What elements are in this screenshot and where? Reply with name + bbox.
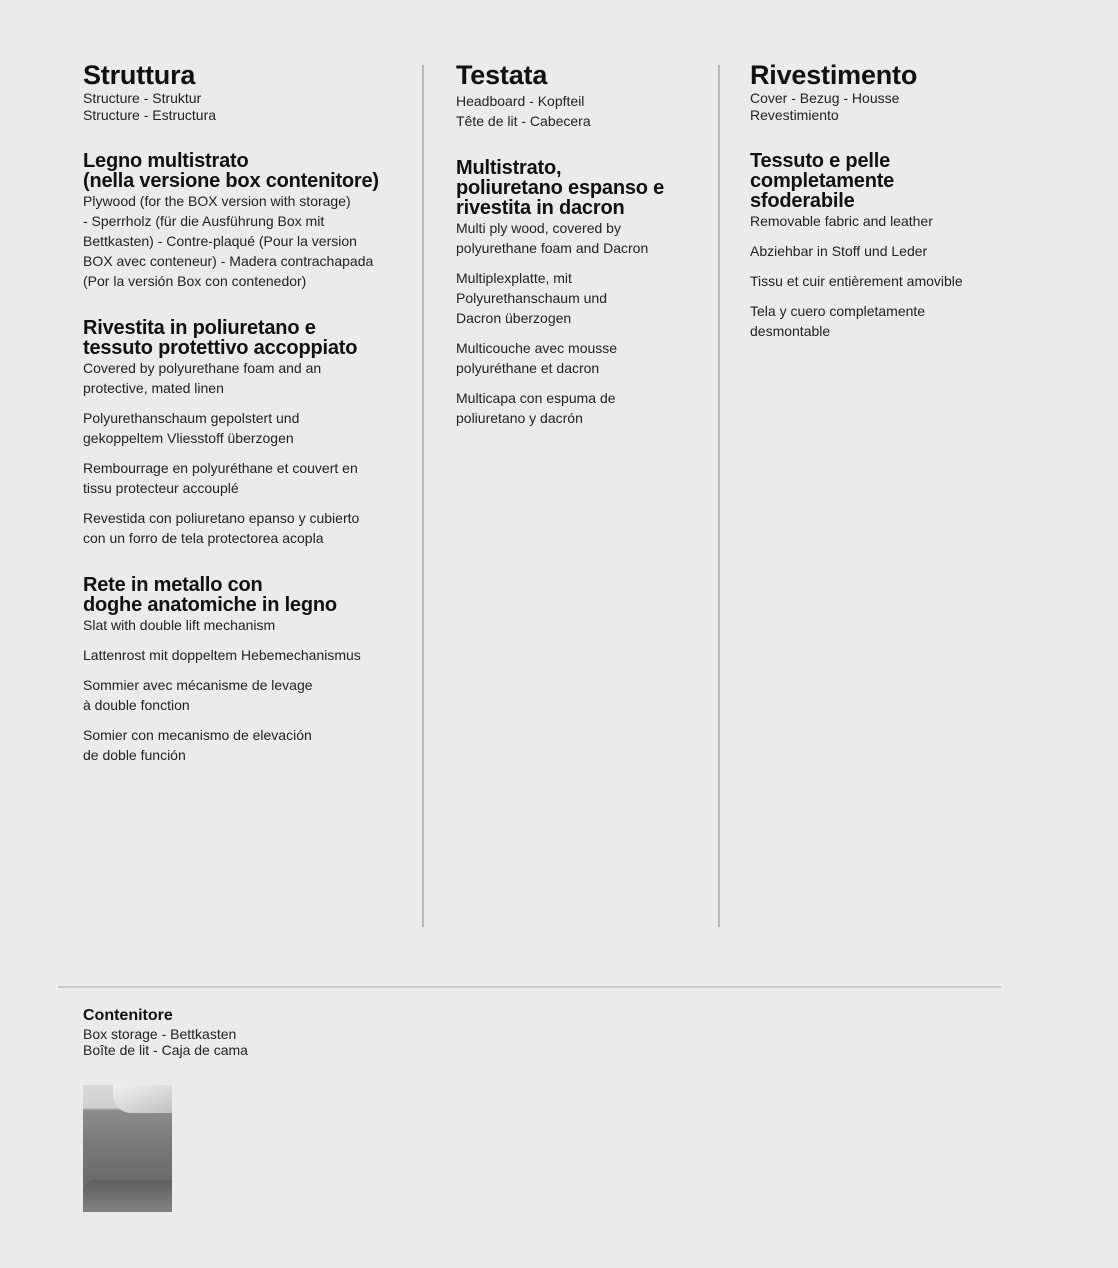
section-multistrato bbox=[456, 158, 706, 428]
column-divider bbox=[422, 65, 424, 927]
column-subtitle: Structure - Struktur Structure - Estructura bbox=[83, 90, 217, 123]
column-subtitle: Cover - Bezug - Housse Revestimiento bbox=[750, 90, 900, 123]
section-title: Multistrato, poliuretano espanso e rivestita in dacron bbox=[456, 157, 665, 219]
image-highlight bbox=[113, 1085, 172, 1113]
section-legno bbox=[83, 151, 413, 291]
section-paragraph: Sommier avec mécanisme de levage à double fonction bbox=[83, 677, 313, 713]
image-edge bbox=[83, 1180, 172, 1212]
section-paragraph: Removable fabric and leather bbox=[750, 213, 933, 229]
section-paragraph: Covered by polyurethane foam and an protective, mated linen bbox=[83, 360, 322, 396]
section-paragraph: Slat with double lift mechanism bbox=[83, 617, 276, 633]
section-paragraph: Multi ply wood, covered by polyurethane foam and Dacron bbox=[456, 220, 649, 256]
column-testata bbox=[456, 60, 706, 438]
section-paragraph: Tela y cuero completamente desmontable bbox=[750, 303, 926, 339]
section-paragraph: Multiplexplatte, mit Polyurethanschaum und Dacron überzogen bbox=[456, 270, 607, 326]
section-title: Rivestita in poliuretano e tessuto protettivo accoppiato bbox=[83, 317, 358, 359]
section-paragraph: Polyurethanschaum gepolstert und gekoppeltem Vliesstoff überzogen bbox=[83, 410, 300, 446]
column-title: Rivestimento bbox=[750, 60, 918, 90]
contenitore-block bbox=[83, 1006, 248, 1058]
section-paragraph: Plywood (for the BOX version with storage) - Sperrholz (für die Ausführung Box mit Bettkasten) - Contre-plaqué (Pour la version BOX avec conteneur) - Madera contrachapada (Por la versión Box con contenedor) bbox=[83, 193, 374, 289]
section-paragraph: Tissu et cuir entièrement amovible bbox=[750, 273, 963, 289]
section-paragraph: Abziehbar in Stoff und Leder bbox=[750, 243, 928, 259]
section-paragraph: Multicapa con espuma de poliuretano y dacrón bbox=[456, 390, 616, 426]
section-title: Tessuto e pelle completamente sfoderabile bbox=[750, 150, 895, 212]
section-tessuto bbox=[750, 151, 1020, 341]
box-storage-image bbox=[83, 1085, 172, 1212]
contenitore-title: Contenitore bbox=[83, 1007, 173, 1024]
contenitore-subtitle: Box storage - Bettkasten Boîte de lit - Caja de cama bbox=[83, 1026, 248, 1058]
column-divider bbox=[718, 65, 720, 927]
column-title: Struttura bbox=[83, 60, 196, 90]
column-title: Testata bbox=[456, 60, 548, 90]
column-struttura bbox=[83, 60, 413, 775]
section-rivestita bbox=[83, 318, 413, 548]
column-subtitle: Headboard - Kopfteil Tête de lit - Cabecera bbox=[456, 93, 591, 129]
section-paragraph: Somier con mecanismo de elevación de doble función bbox=[83, 727, 312, 763]
section-paragraph: Lattenrost mit doppeltem Hebemechanismus bbox=[83, 647, 361, 663]
section-title: Legno multistrato (nella versione box contenitore) bbox=[83, 150, 379, 192]
section-rete bbox=[83, 575, 413, 765]
column-rivestimento bbox=[750, 60, 1020, 351]
section-paragraph: Multicouche avec mousse polyuréthane et dacron bbox=[456, 340, 618, 376]
section-title: Rete in metallo con doghe anatomiche in legno bbox=[83, 574, 337, 616]
section-paragraph: Revestida con poliuretano epanso y cubierto con un forro de tela protectorea acopla bbox=[83, 510, 360, 546]
horizontal-divider bbox=[58, 986, 1001, 988]
section-paragraph: Rembourrage en polyuréthane et couvert en tissu protecteur accouplé bbox=[83, 460, 358, 496]
